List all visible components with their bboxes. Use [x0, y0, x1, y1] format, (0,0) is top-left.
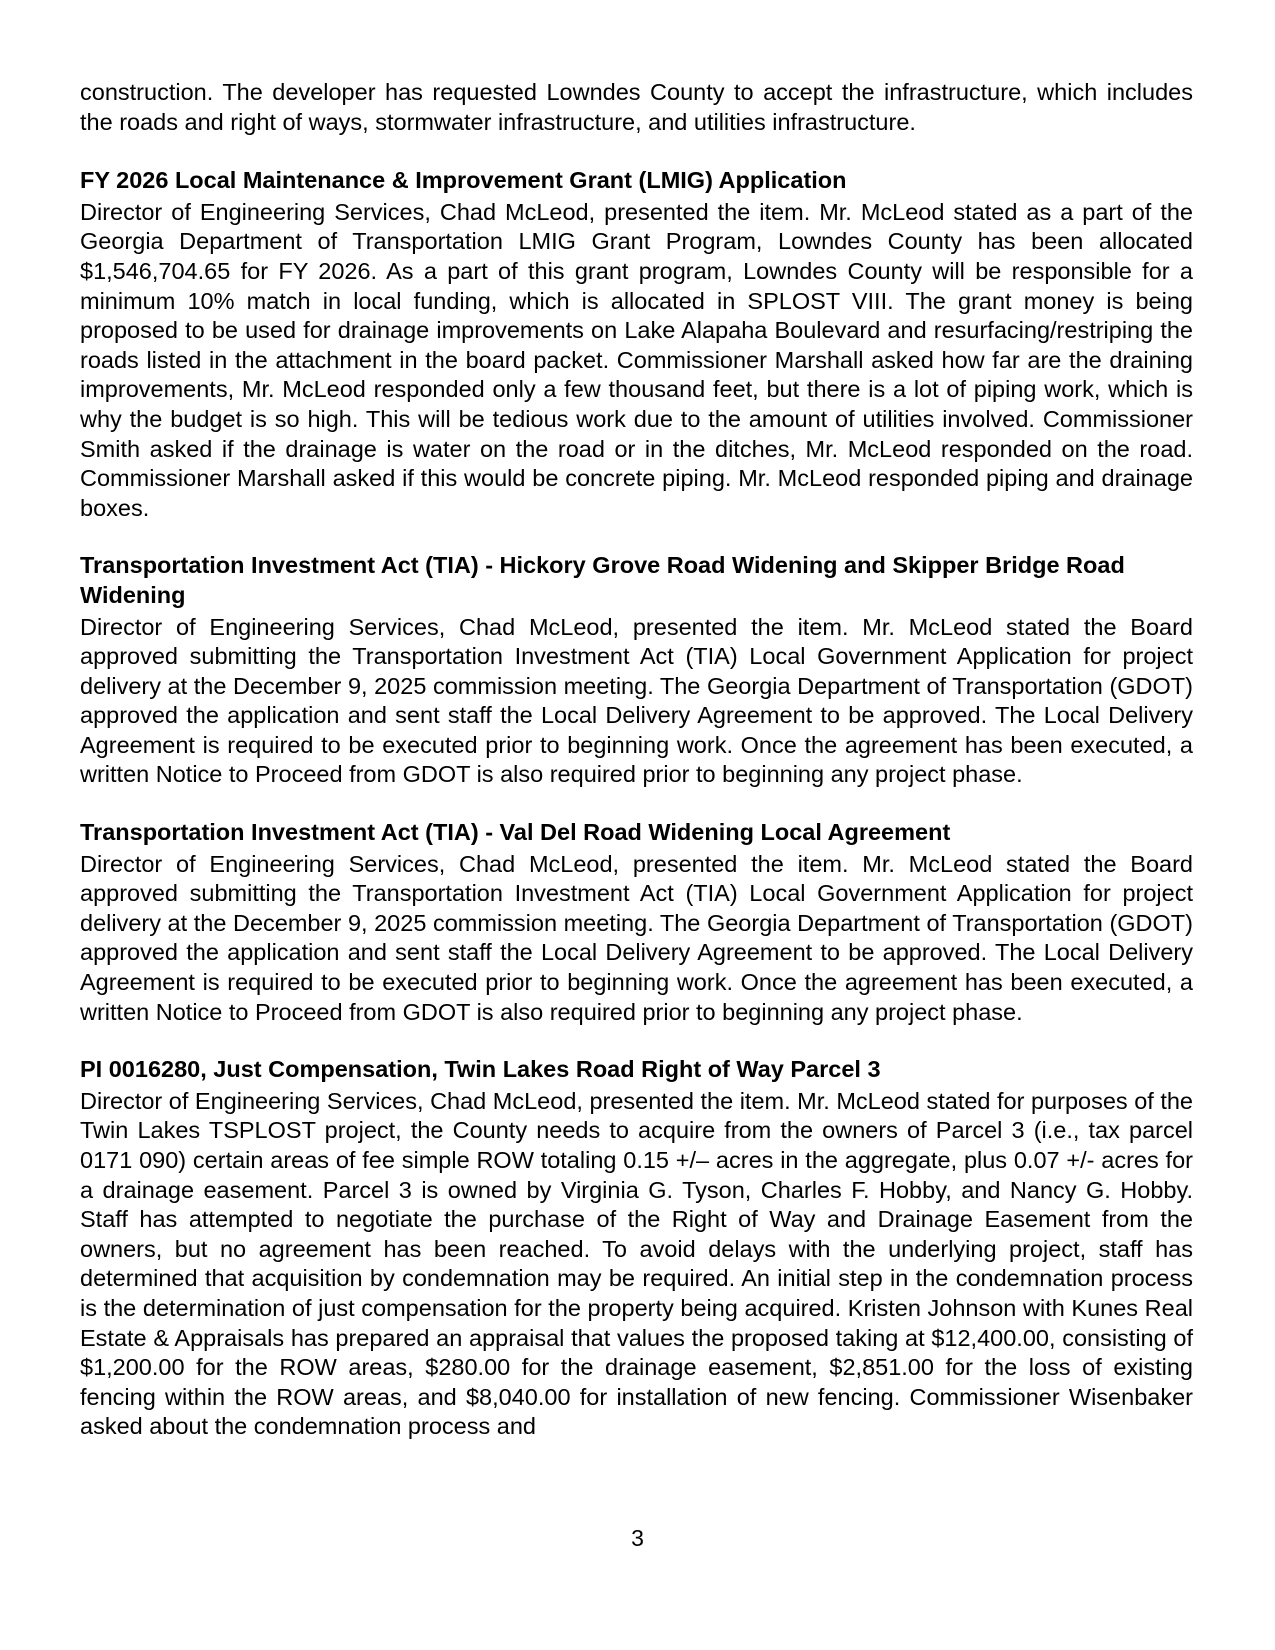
- section-heading: Transportation Investment Act (TIA) - Val Del Road Widening Local Agreement: [80, 819, 951, 846]
- section-body: Director of Engineering Services, Chad McLeod, presented the item. Mr. McLeod stated the Board approved submitting the Transportation Investment Act (TIA) Local Government Application for project delivery at the December 9, 2025 commission meeting. The Georgia Department of Transportation (GDOT) approved the application and sent staff the Local Delivery Agreement to be approved. The Local Delivery Agreement is required to be executed prior to beginning work. Once the agreement has been executed, a written Notice to Proceed from GDOT is also required prior to beginning any project phase.: [80, 613, 1193, 788]
- section-tia-hickory-grove: [80, 551, 1193, 790]
- section-body: Director of Engineering Services, Chad McLeod, presented the item. Mr. McLeod stated the Board approved submitting the Transportation Investment Act (TIA) Local Government Application for project delivery at the December 9, 2025 commission meeting. The Georgia Department of Transportation (GDOT) approved the application and sent staff the Local Delivery Agreement to be approved. The Local Delivery Agreement is required to be executed prior to beginning work. Once the agreement has been executed, a written Notice to Proceed from GDOT is also required prior to beginning any project phase.: [80, 850, 1193, 1025]
- section-tia-val-del: [80, 818, 1193, 1027]
- section-heading: PI 0016280, Just Compensation, Twin Lakes Road Right of Way Parcel 3: [80, 1056, 881, 1083]
- continuation-paragraph: construction. The developer has requested Lowndes County to accept the infrastructure, which includes the roads and right of ways, stormwater infrastructure, and utilities infrastructure.: [80, 79, 1193, 135]
- section-heading: Transportation Investment Act (TIA) - Hickory Grove Road Widening and Skipper Bridge Road Widening: [80, 552, 1125, 608]
- page-number: 3: [631, 1525, 644, 1551]
- section-body: Director of Engineering Services, Chad McLeod, presented the item. Mr. McLeod stated for purposes of the Twin Lakes TSPLOST project, the County needs to acquire from the owners of Parcel 3 (i.e., tax parcel 0171 090) certain areas of fee simple ROW totaling 0.15 +/– acres in the aggregate, plus 0.07 +/- acres for a drainage easement. Parcel 3 is owned by Virginia G. Tyson, Charles F. Hobby, and Nancy G. Hobby. Staff has attempted to negotiate the purchase of the Right of Way and Drainage Easement from the owners, but no agreement has been reached. To avoid delays with the underlying project, staff has determined that acquisition by condemnation may be required. An initial step in the condemnation process is the determination of just compensation for the property being acquired. Kristen Johnson with Kunes Real Estate & Appraisals has prepared an appraisal that values the proposed taking at $12,400.00, consisting of $1,200.00 for the ROW areas, $280.00 for the drainage easement, $2,851.00 for the loss of existing fencing within the ROW areas, and $8,040.00 for installation of new fencing. Commissioner Wisenbaker asked about the condemnation process and: [80, 1087, 1193, 1440]
- section-heading: FY 2026 Local Maintenance & Improvement Grant (LMIG) Application: [80, 167, 847, 194]
- section-twin-lakes-parcel-3: [80, 1055, 1193, 1442]
- document-page: [80, 78, 1193, 1470]
- section-body: Director of Engineering Services, Chad McLeod, presented the item. Mr. McLeod stated as a part of the Georgia Department of Transportation LMIG Grant Program, Lowndes County has been allocated $1,546,704.65 for FY 2026. As a part of this grant program, Lowndes County will be responsible for a minimum 10% match in local funding, which is allocated in SPLOST VIII. The grant money is being proposed to be used for drainage improvements on Lake Alapaha Boulevard and resurfacing/restriping the roads listed in the attachment in the board packet. Commissioner Marshall asked how far are the draining improvements, Mr. McLeod responded only a few thousand feet, but there is a lot of piping work, which is why the budget is so high. This will be tedious work due to the amount of utilities involved. Commissioner Smith asked if the drainage is water on the road or in the ditches, Mr. McLeod responded on the road. Commissioner Marshall asked if this would be concrete piping. Mr. McLeod responded piping and drainage boxes.: [80, 198, 1193, 521]
- section-lmig: [80, 166, 1193, 523]
